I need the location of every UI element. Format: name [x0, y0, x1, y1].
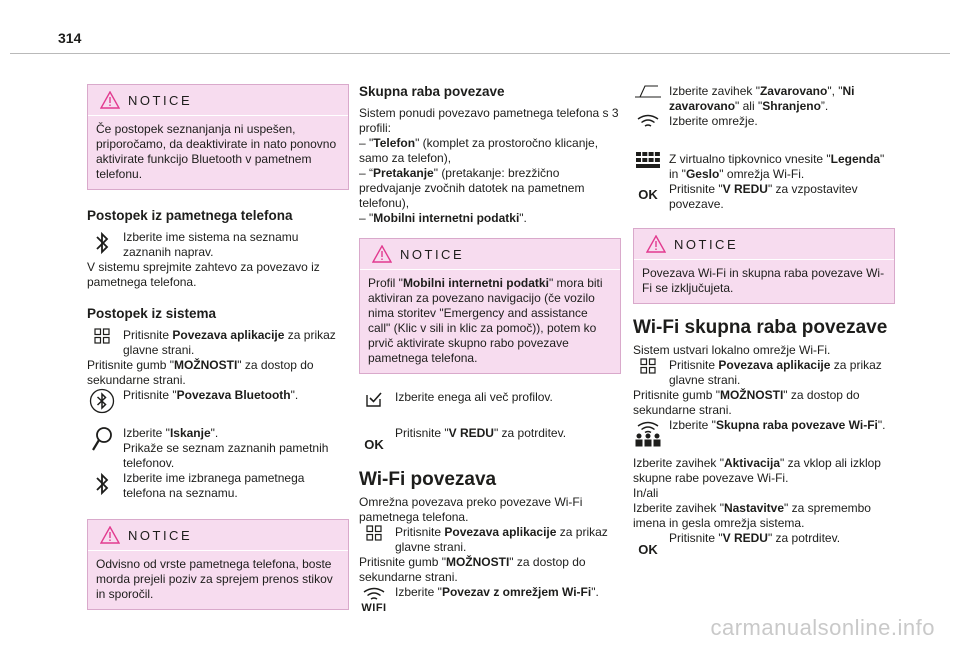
notice-text: Odvisno od vrste pametnega telefona, boste morda prejeli poziv za sprejem prenos stikov in sporočil.	[96, 557, 333, 601]
watermark: carmanualsonline.info	[710, 615, 935, 640]
notice-box	[633, 228, 895, 304]
section-heading: Postopek iz sistema	[87, 306, 217, 321]
step-text: Pritisnite "V REDU" za vzpostavitev povezave.	[669, 182, 858, 211]
notice-header	[360, 239, 620, 270]
header-divider	[10, 53, 950, 54]
step-item	[87, 328, 349, 358]
notice-header	[88, 85, 348, 116]
step-text: Pritisnite Povezava aplikacije za prikaz glavne strani.	[395, 525, 608, 554]
warning-icon	[372, 245, 392, 263]
step-text: Pritisnite Povezava aplikacije za prikaz glavne strani.	[123, 328, 336, 357]
step-text: Izberite "Iskanje". Prikaže se seznam zaznanih pametnih telefonov.	[123, 426, 329, 470]
notice-header	[88, 520, 348, 551]
step-text: Pritisnite gumb "MOŽNOSTI" za dostop do sekundarne strani.	[359, 555, 586, 584]
app-grid-icon	[633, 358, 663, 382]
step-item	[359, 390, 621, 414]
step-text: Pritisnite gumb "MOŽNOSTI" za dostop do sekundarne strani.	[87, 358, 314, 387]
section-heading: Wi-Fi povezava	[359, 469, 497, 490]
list-item: – "Mobilni internetni podatki".	[359, 211, 527, 225]
warning-icon	[100, 91, 120, 109]
section-heading: Skupna raba povezave	[359, 84, 505, 99]
notice-title: NOTICE	[674, 236, 739, 252]
step-text: Pritisnite "V REDU" za potrditev.	[395, 426, 567, 440]
notice-title: NOTICE	[128, 92, 193, 108]
tab-icon	[633, 84, 663, 108]
app-grid-icon	[359, 525, 389, 549]
section-heading: Wi-Fi skupna raba povezave	[633, 317, 888, 338]
warning-icon	[646, 235, 666, 253]
step-text: Izberite zavihek "Nastavitve" za spremembo imena in gesla omrežja sistema.	[633, 501, 871, 530]
warning-icon	[100, 526, 120, 544]
step-item	[359, 525, 621, 555]
paragraph: Sistem ustvari lokalno omrežje Wi-Fi.	[633, 343, 831, 357]
notice-box	[87, 84, 349, 190]
ok-icon: OK	[638, 542, 658, 557]
bluetooth-icon	[87, 230, 117, 254]
wifi-hotspot-icon	[633, 418, 663, 450]
step-text: Pritisnite "V REDU" za potrditev.	[669, 531, 841, 545]
step-text: Pritisnite Povezava aplikacije za prikaz glavne strani.	[669, 358, 882, 387]
step-text: In/ali	[633, 486, 659, 500]
bluetooth-icon	[87, 471, 117, 495]
column-2	[359, 84, 621, 617]
step-text: Izberite enega ali več profilov.	[395, 390, 553, 404]
step-text: Izberite "Povezav z omrežjem Wi-Fi".	[395, 585, 599, 599]
step-text: Izberite omrežje.	[669, 114, 758, 128]
bluetooth-circle-icon	[87, 388, 117, 418]
step-item	[633, 152, 895, 182]
step-item	[359, 585, 621, 617]
step-item	[633, 358, 895, 388]
list-item: – "Telefon" (komplet za prostoročno klicanje, samo za telefon),	[359, 136, 599, 165]
step-text: Pritisnite gumb "MOŽNOSTI" za dostop do sekundarne strani.	[633, 388, 860, 417]
step-item	[87, 230, 349, 260]
step-text: V sistemu sprejmite zahtevo za povezavo iz pametnega telefona.	[87, 260, 320, 289]
step-item	[87, 426, 349, 471]
keyboard-icon	[633, 152, 663, 176]
step-item	[87, 471, 349, 501]
notice-title: NOTICE	[128, 527, 193, 543]
wifi-label: WIFI	[361, 601, 387, 614]
step-text: Izberite "Skupna raba povezave Wi-Fi".	[669, 418, 886, 432]
step-text: Izberite zavihek "Zavarovano", "Ni zavarovano" ali "Shranjeno”.	[669, 84, 855, 113]
notice-text: Povezava Wi-Fi in skupna raba povezave Wi-Fi se izključujeta.	[642, 266, 885, 295]
notice-text: Profil "Mobilni internetni podatki" mora biti aktiviran za povezano navigacijo (če vozilo nima storitev "Emergency and assistance call" (Klic v sili in klic za pomoč)), potem ko prvič aktivirate skupno rabo povezave pametnega telefona.	[368, 276, 603, 365]
step-item	[359, 426, 621, 452]
step-item	[633, 182, 895, 212]
notice-box	[87, 519, 349, 610]
notice-text: Če postopek seznanjanja ni uspešen, priporočamo, da deaktivirate in nato ponovno aktivirate funkcijo Bluetooth v pametnem telefonu.	[96, 122, 337, 181]
checkbox-list-icon	[359, 390, 389, 414]
step-text: Izberite ime izbranega pametnega telefona na seznamu.	[123, 471, 305, 500]
step-text: Z virtualno tipkovnico vnesite "Legenda" in "Geslo" omrežja Wi-Fi.	[669, 152, 885, 181]
step-item	[633, 531, 895, 557]
wifi-icon	[359, 585, 389, 617]
notice-box	[359, 238, 621, 374]
step-text: Izberite ime sistema na seznamu zaznanih naprav.	[123, 230, 299, 259]
ok-icon: OK	[638, 186, 658, 202]
step-item	[87, 388, 349, 418]
column-1	[87, 84, 349, 626]
notice-title: NOTICE	[400, 246, 465, 262]
wifi-icon	[633, 114, 663, 138]
step-text: Izberite zavihek "Aktivacija" za vklop ali izklop skupne rabe povezave Wi-Fi.	[633, 456, 881, 485]
paragraph: Omrežna povezava preko povezave Wi-Fi pametnega telefona.	[359, 495, 583, 524]
search-icon	[87, 426, 117, 456]
column-3	[633, 84, 895, 557]
section-heading: Postopek iz pametnega telefona	[87, 208, 293, 223]
notice-header	[634, 229, 894, 260]
paragraph: Sistem ponudi povezavo pametnega telefona s 3 profili:	[359, 106, 619, 135]
step-item	[633, 84, 895, 114]
step-item	[633, 418, 895, 450]
step-item	[633, 114, 895, 138]
ok-icon: OK	[364, 437, 384, 452]
step-text: Pritisnite "Povezava Bluetooth".	[123, 388, 299, 402]
app-grid-icon	[87, 328, 117, 352]
page-number: 314	[58, 30, 82, 46]
list-item: – “Pretakanje" (pretakanje: brezžično predvajanje zvočnih datotek na pametnem telefonu),	[359, 166, 585, 210]
